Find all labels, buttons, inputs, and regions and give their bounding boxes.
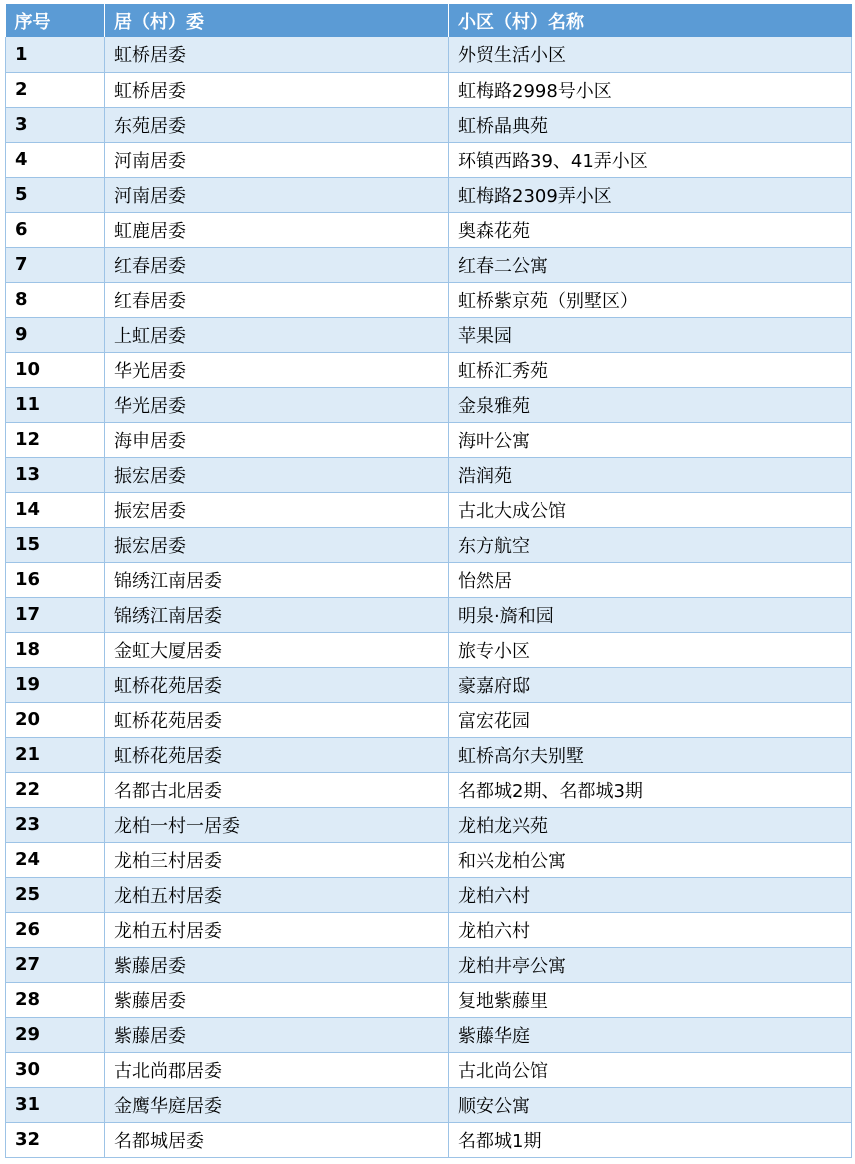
cell-community: 名都城1期 <box>449 1122 852 1157</box>
cell-serial: 25 <box>6 877 105 912</box>
community-table <box>5 4 852 1158</box>
table-row <box>6 632 852 667</box>
cell-committee: 名都古北居委 <box>105 772 449 807</box>
cell-community: 古北尚公馆 <box>449 1052 852 1087</box>
cell-committee: 振宏居委 <box>105 527 449 562</box>
cell-committee: 振宏居委 <box>105 457 449 492</box>
cell-committee: 振宏居委 <box>105 492 449 527</box>
cell-committee: 龙柏五村居委 <box>105 877 449 912</box>
table-row <box>6 457 852 492</box>
header-row <box>6 4 852 37</box>
cell-serial: 18 <box>6 632 105 667</box>
table-row <box>6 37 852 72</box>
cell-community: 龙柏龙兴苑 <box>449 807 852 842</box>
cell-committee: 龙柏五村居委 <box>105 912 449 947</box>
table-row <box>6 247 852 282</box>
cell-committee: 锦绣江南居委 <box>105 562 449 597</box>
table-row <box>6 982 852 1017</box>
cell-community: 古北大成公馆 <box>449 492 852 527</box>
table-row <box>6 387 852 422</box>
table-row <box>6 212 852 247</box>
cell-serial: 1 <box>6 37 105 72</box>
cell-committee: 河南居委 <box>105 142 449 177</box>
cell-community: 旅专小区 <box>449 632 852 667</box>
cell-serial: 31 <box>6 1087 105 1122</box>
cell-serial: 3 <box>6 107 105 142</box>
table-row <box>6 527 852 562</box>
cell-serial: 29 <box>6 1017 105 1052</box>
table-row <box>6 1052 852 1087</box>
header-serial: 序号 <box>6 4 105 37</box>
cell-committee: 金鹰华庭居委 <box>105 1087 449 1122</box>
cell-community: 金泉雅苑 <box>449 387 852 422</box>
cell-community: 龙柏井亭公寓 <box>449 947 852 982</box>
cell-community: 明泉·旖和园 <box>449 597 852 632</box>
cell-serial: 9 <box>6 317 105 352</box>
table-row <box>6 772 852 807</box>
cell-community: 东方航空 <box>449 527 852 562</box>
cell-community: 虹桥汇秀苑 <box>449 352 852 387</box>
cell-committee: 红春居委 <box>105 282 449 317</box>
cell-community: 顺安公寓 <box>449 1087 852 1122</box>
cell-committee: 海申居委 <box>105 422 449 457</box>
cell-community: 虹桥晶典苑 <box>449 107 852 142</box>
table-row <box>6 947 852 982</box>
table-row <box>6 1122 852 1157</box>
cell-serial: 28 <box>6 982 105 1017</box>
cell-community: 虹梅路2309弄小区 <box>449 177 852 212</box>
cell-community: 复地紫藤里 <box>449 982 852 1017</box>
table-row <box>6 352 852 387</box>
cell-committee: 紫藤居委 <box>105 1017 449 1052</box>
cell-community: 虹桥高尔夫别墅 <box>449 737 852 772</box>
table-row <box>6 492 852 527</box>
table-row <box>6 1087 852 1122</box>
cell-committee: 龙柏三村居委 <box>105 842 449 877</box>
cell-serial: 26 <box>6 912 105 947</box>
table-row <box>6 597 852 632</box>
cell-serial: 30 <box>6 1052 105 1087</box>
cell-committee: 锦绣江南居委 <box>105 597 449 632</box>
cell-serial: 8 <box>6 282 105 317</box>
cell-serial: 5 <box>6 177 105 212</box>
cell-community: 龙柏六村 <box>449 877 852 912</box>
table-row <box>6 1017 852 1052</box>
cell-serial: 17 <box>6 597 105 632</box>
cell-serial: 21 <box>6 737 105 772</box>
cell-serial: 10 <box>6 352 105 387</box>
cell-serial: 2 <box>6 72 105 107</box>
table-row <box>6 107 852 142</box>
cell-serial: 23 <box>6 807 105 842</box>
cell-serial: 16 <box>6 562 105 597</box>
table-row <box>6 177 852 212</box>
table-row <box>6 562 852 597</box>
cell-serial: 12 <box>6 422 105 457</box>
cell-community: 红春二公寓 <box>449 247 852 282</box>
cell-community: 名都城2期、名都城3期 <box>449 772 852 807</box>
cell-community: 虹桥紫京苑（别墅区） <box>449 282 852 317</box>
cell-committee: 河南居委 <box>105 177 449 212</box>
cell-committee: 虹桥花苑居委 <box>105 737 449 772</box>
cell-community: 浩润苑 <box>449 457 852 492</box>
cell-committee: 名都城居委 <box>105 1122 449 1157</box>
cell-serial: 11 <box>6 387 105 422</box>
table-row <box>6 422 852 457</box>
table-row <box>6 282 852 317</box>
table-row <box>6 142 852 177</box>
header-community: 小区（村）名称 <box>449 4 852 37</box>
cell-committee: 金虹大厦居委 <box>105 632 449 667</box>
cell-committee: 紫藤居委 <box>105 947 449 982</box>
cell-serial: 24 <box>6 842 105 877</box>
cell-committee: 上虹居委 <box>105 317 449 352</box>
table-header <box>6 4 852 37</box>
cell-serial: 14 <box>6 492 105 527</box>
cell-community: 豪嘉府邸 <box>449 667 852 702</box>
cell-committee: 华光居委 <box>105 352 449 387</box>
cell-serial: 7 <box>6 247 105 282</box>
cell-committee: 龙柏一村一居委 <box>105 807 449 842</box>
cell-serial: 15 <box>6 527 105 562</box>
table-row <box>6 912 852 947</box>
cell-serial: 27 <box>6 947 105 982</box>
cell-community: 奥森花苑 <box>449 212 852 247</box>
cell-community: 虹梅路2998号小区 <box>449 72 852 107</box>
cell-committee: 虹桥花苑居委 <box>105 702 449 737</box>
table-row <box>6 807 852 842</box>
table-row <box>6 317 852 352</box>
cell-community: 富宏花园 <box>449 702 852 737</box>
cell-committee: 华光居委 <box>105 387 449 422</box>
cell-serial: 13 <box>6 457 105 492</box>
table-row <box>6 842 852 877</box>
cell-committee: 虹桥花苑居委 <box>105 667 449 702</box>
cell-serial: 4 <box>6 142 105 177</box>
cell-community: 外贸生活小区 <box>449 37 852 72</box>
cell-community: 紫藤华庭 <box>449 1017 852 1052</box>
cell-committee: 虹桥居委 <box>105 37 449 72</box>
cell-committee: 东苑居委 <box>105 107 449 142</box>
cell-committee: 虹桥居委 <box>105 72 449 107</box>
cell-committee: 古北尚郡居委 <box>105 1052 449 1087</box>
table-row <box>6 737 852 772</box>
table-body <box>6 37 852 1157</box>
cell-serial: 19 <box>6 667 105 702</box>
cell-committee: 虹鹿居委 <box>105 212 449 247</box>
cell-committee: 红春居委 <box>105 247 449 282</box>
cell-community: 苹果园 <box>449 317 852 352</box>
cell-community: 龙柏六村 <box>449 912 852 947</box>
header-committee: 居（村）委 <box>105 4 449 37</box>
cell-community: 和兴龙柏公寓 <box>449 842 852 877</box>
table-row <box>6 667 852 702</box>
cell-community: 环镇西路39、41弄小区 <box>449 142 852 177</box>
cell-community: 海叶公寓 <box>449 422 852 457</box>
cell-serial: 6 <box>6 212 105 247</box>
cell-community: 怡然居 <box>449 562 852 597</box>
cell-serial: 20 <box>6 702 105 737</box>
table-row <box>6 72 852 107</box>
table-row <box>6 702 852 737</box>
cell-serial: 22 <box>6 772 105 807</box>
table-row <box>6 877 852 912</box>
cell-committee: 紫藤居委 <box>105 982 449 1017</box>
cell-serial: 32 <box>6 1122 105 1157</box>
